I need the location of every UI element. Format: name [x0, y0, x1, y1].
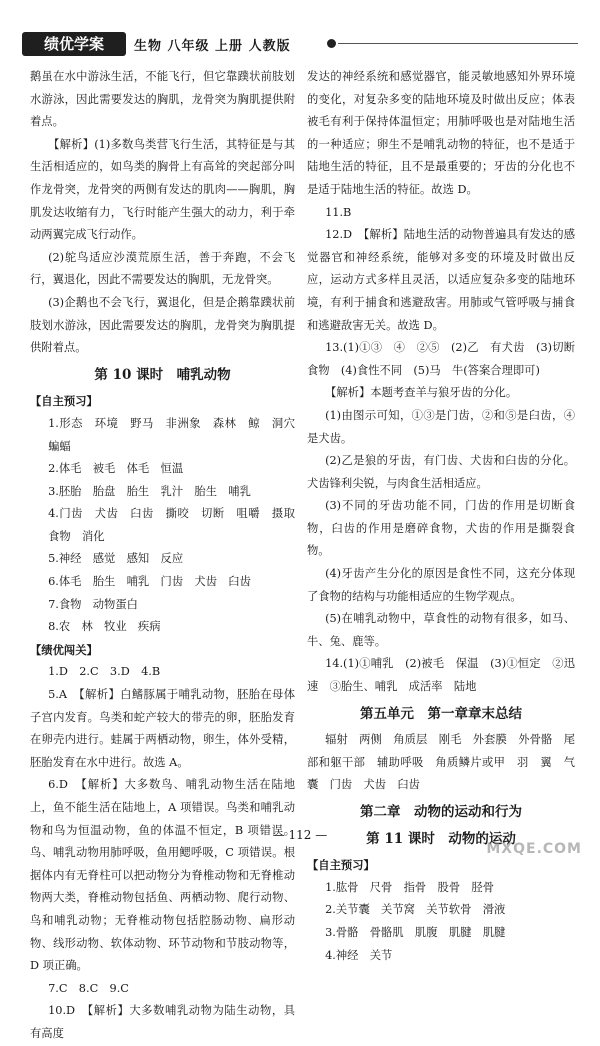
- answer-line: 11.B: [325, 205, 352, 219]
- answer-para: 14.(1)①哺乳 (2)被毛 保温 (3)①恒定 ②迅速 ③胎生、哺乳 成活率 陆地: [307, 657, 575, 694]
- brand-logo: 绩优学案: [22, 32, 126, 56]
- lesson-title: 第 11 课时 动物的运动: [366, 830, 516, 847]
- answer-line: 7.食物 动物蛋白: [48, 597, 138, 611]
- header-dot: [327, 39, 336, 48]
- section-heading: 【绩优闯关】: [30, 642, 98, 657]
- answer-line: 5.神经 感觉 感知 反应: [48, 552, 184, 566]
- answer-para: 13.(1)①③ ④ ②⑤ (2)乙 有犬齿 (3)切断食物 (4)食性不同 (5)马 牛(答案合理即可): [307, 341, 575, 377]
- text-para: (4)牙齿产生分化的原因是食性不同，这充分体现了食物的结构与功能相适应的生物学观点。: [307, 567, 575, 603]
- answer-line: 6.体毛 胎生 哺乳 门齿 犬齿 臼齿: [48, 575, 251, 589]
- text-para: (3)企鹅也不会飞行，翼退化，但是企鹅靠蹼状前肢划水游泳，因此需要发达的胸肌，龙骨突为胸肌提供附着点。: [30, 295, 295, 355]
- answer-line: 2.关节囊 关节窝 关节软骨 滑液: [325, 903, 506, 917]
- unit-summary-title: 第五单元 第一章章末总结: [360, 705, 522, 722]
- answer-para: 6.D 【解析】大多数鸟、哺乳动物生活在陆地上，鱼不能生活在陆地上，A 项错误。鸟类和哺乳动物和鸟为恒温动物，鱼的体温不恒定，B 项错误。鸟、哺乳动物用肺呼吸，鱼用鳃呼吸，C 项错误。根据体内有无脊柱可以把动物分为脊椎动物和无脊椎动物两大类，脊椎动物包括鱼、两栖动物、爬行动物、鸟和哺乳动物；无脊椎动物包括腔肠动物、扁形动物、线形动物、软体动物、环节动物和节肢动物等，D 项正确。: [30, 778, 295, 973]
- answer-line: 1.形态 环境 野马 非洲象 森林 鲸 洞穴 蝙蝠: [48, 416, 307, 453]
- page-number: — 112 —: [272, 828, 328, 842]
- chapter-title: 第二章 动物的运动和行为: [360, 804, 522, 820]
- text-para: (1)由图示可知，①③是门齿，②和⑤是臼齿，④是犬齿。: [307, 408, 575, 445]
- lesson-title: 第 10 课时 哺乳动物: [94, 366, 231, 383]
- analysis-para: 【解析】(1)多数鸟类营飞行生活，其特征是与其生活相适应的，如鸟类的胸骨上有高耸的突起部分叫作龙骨突，龙骨突的两侧有发达的肌肉——胸肌，胸肌发达收缩有力，飞行时能产生强大的动力，利于牵动两翼完成飞行动作。: [30, 137, 295, 242]
- answer-line: 1.肱骨 尺骨 指骨 股骨 胫骨: [325, 880, 495, 894]
- section-heading: 【自主预习】: [30, 394, 98, 409]
- section-heading: 【自主预习】: [307, 858, 375, 873]
- text-para: (3)不同的牙齿功能不同，门齿的作用是切断食物，臼齿的作用是磨碎食物，犬齿的作用是撕裂食物。: [307, 499, 575, 558]
- answer-line: 4.神经 关节: [325, 948, 393, 962]
- answer-line: 1.D 2.C 3.D 4.B: [48, 665, 161, 679]
- header-rule: [338, 43, 578, 44]
- text-para: (5)在哺乳动物中，草食性的动物有很多，如马、牛、兔、鹿等。: [307, 612, 575, 648]
- answer-line: 3.骨骼 骨骼肌 肌腹 肌腱 肌腱: [325, 925, 506, 939]
- answer-para: 12.D 【解析】陆地生活的动物普遍具有发达的感觉器官和神经系统，能够对多变的环境及时做出反应，运动方式多样且灵活，以适应复杂多变的陆地环境，有利于捕食和逃避敌害。用肺或气管呼吸与捕食和逃避敌害无关。故选 D。: [307, 228, 575, 332]
- text-para: 鹅虽在水中游泳生活，不能飞行，但它靠蹼状前肢划水游泳，因此需要发达的胸肌，龙骨突为胸肌提供附着点。: [30, 70, 295, 129]
- answer-para: 10.D 【解析】大多数哺乳动物为陆生动物，具有高度: [30, 1004, 295, 1040]
- answer-para: 5.A 【解析】白鳍豚属于哺乳动物，胚胎在母体子宫内发育。鸟类和蛇产较大的带壳的卵，胚胎发育在卵壳内进行。蛙属于两栖动物，卵生，体外受精，胚胎发育在水中进行。故选 A。: [30, 688, 295, 769]
- text-para: (2)乙是狼的牙齿，有门齿、犬齿和臼齿的分化。犬齿锋利尖锐，与肉食生活相适应。: [307, 454, 575, 490]
- answer-line: 7.C 8.C 9.C: [48, 981, 129, 995]
- page-header: [22, 32, 578, 56]
- summary-para: 辐射 两侧 角质层 刚毛 外套膜 外骨骼 尾部和躯干部 辅助呼吸 角质鳞片或甲 羽 翼 气囊 门齿 犬齿 臼齿: [307, 733, 575, 792]
- answer-line: 8.农 林 牧业 疾病: [48, 620, 161, 634]
- answer-line: 4.门齿 犬齿 臼齿 撕咬 切断 咀嚼 摄取食物 消化: [48, 507, 295, 543]
- answer-line: 3.胚胎 胎盘 胎生 乳汁 胎生 哺乳: [48, 484, 251, 498]
- text-para: 发达的神经系统和感觉器官，能灵敏地感知外界环境的变化，对复杂多变的陆地环境及时做出反应；体表被毛有利于保持体温恒定；用肺呼吸也是对陆地生活的一种适应；卵生不是哺乳动物的特征，也不是适于陆地生活的特征，且不是最重要的；牙齿的分化也不是适于陆地生活的特征。故选 D。: [307, 70, 575, 196]
- analysis-para: 【解析】本题考查羊与狼牙齿的分化。: [325, 386, 518, 400]
- answer-line: 2.体毛 被毛 体毛 恒温: [48, 462, 184, 476]
- text-para: (2)鸵鸟适应沙漠荒原生活，善于奔跑，不会飞行，翼退化，因此不需要发达的胸肌，无龙骨突。: [30, 250, 295, 287]
- subject-label: 生物 八年级 上册 人教版: [134, 39, 291, 54]
- watermark: MXQE.COM: [486, 841, 582, 857]
